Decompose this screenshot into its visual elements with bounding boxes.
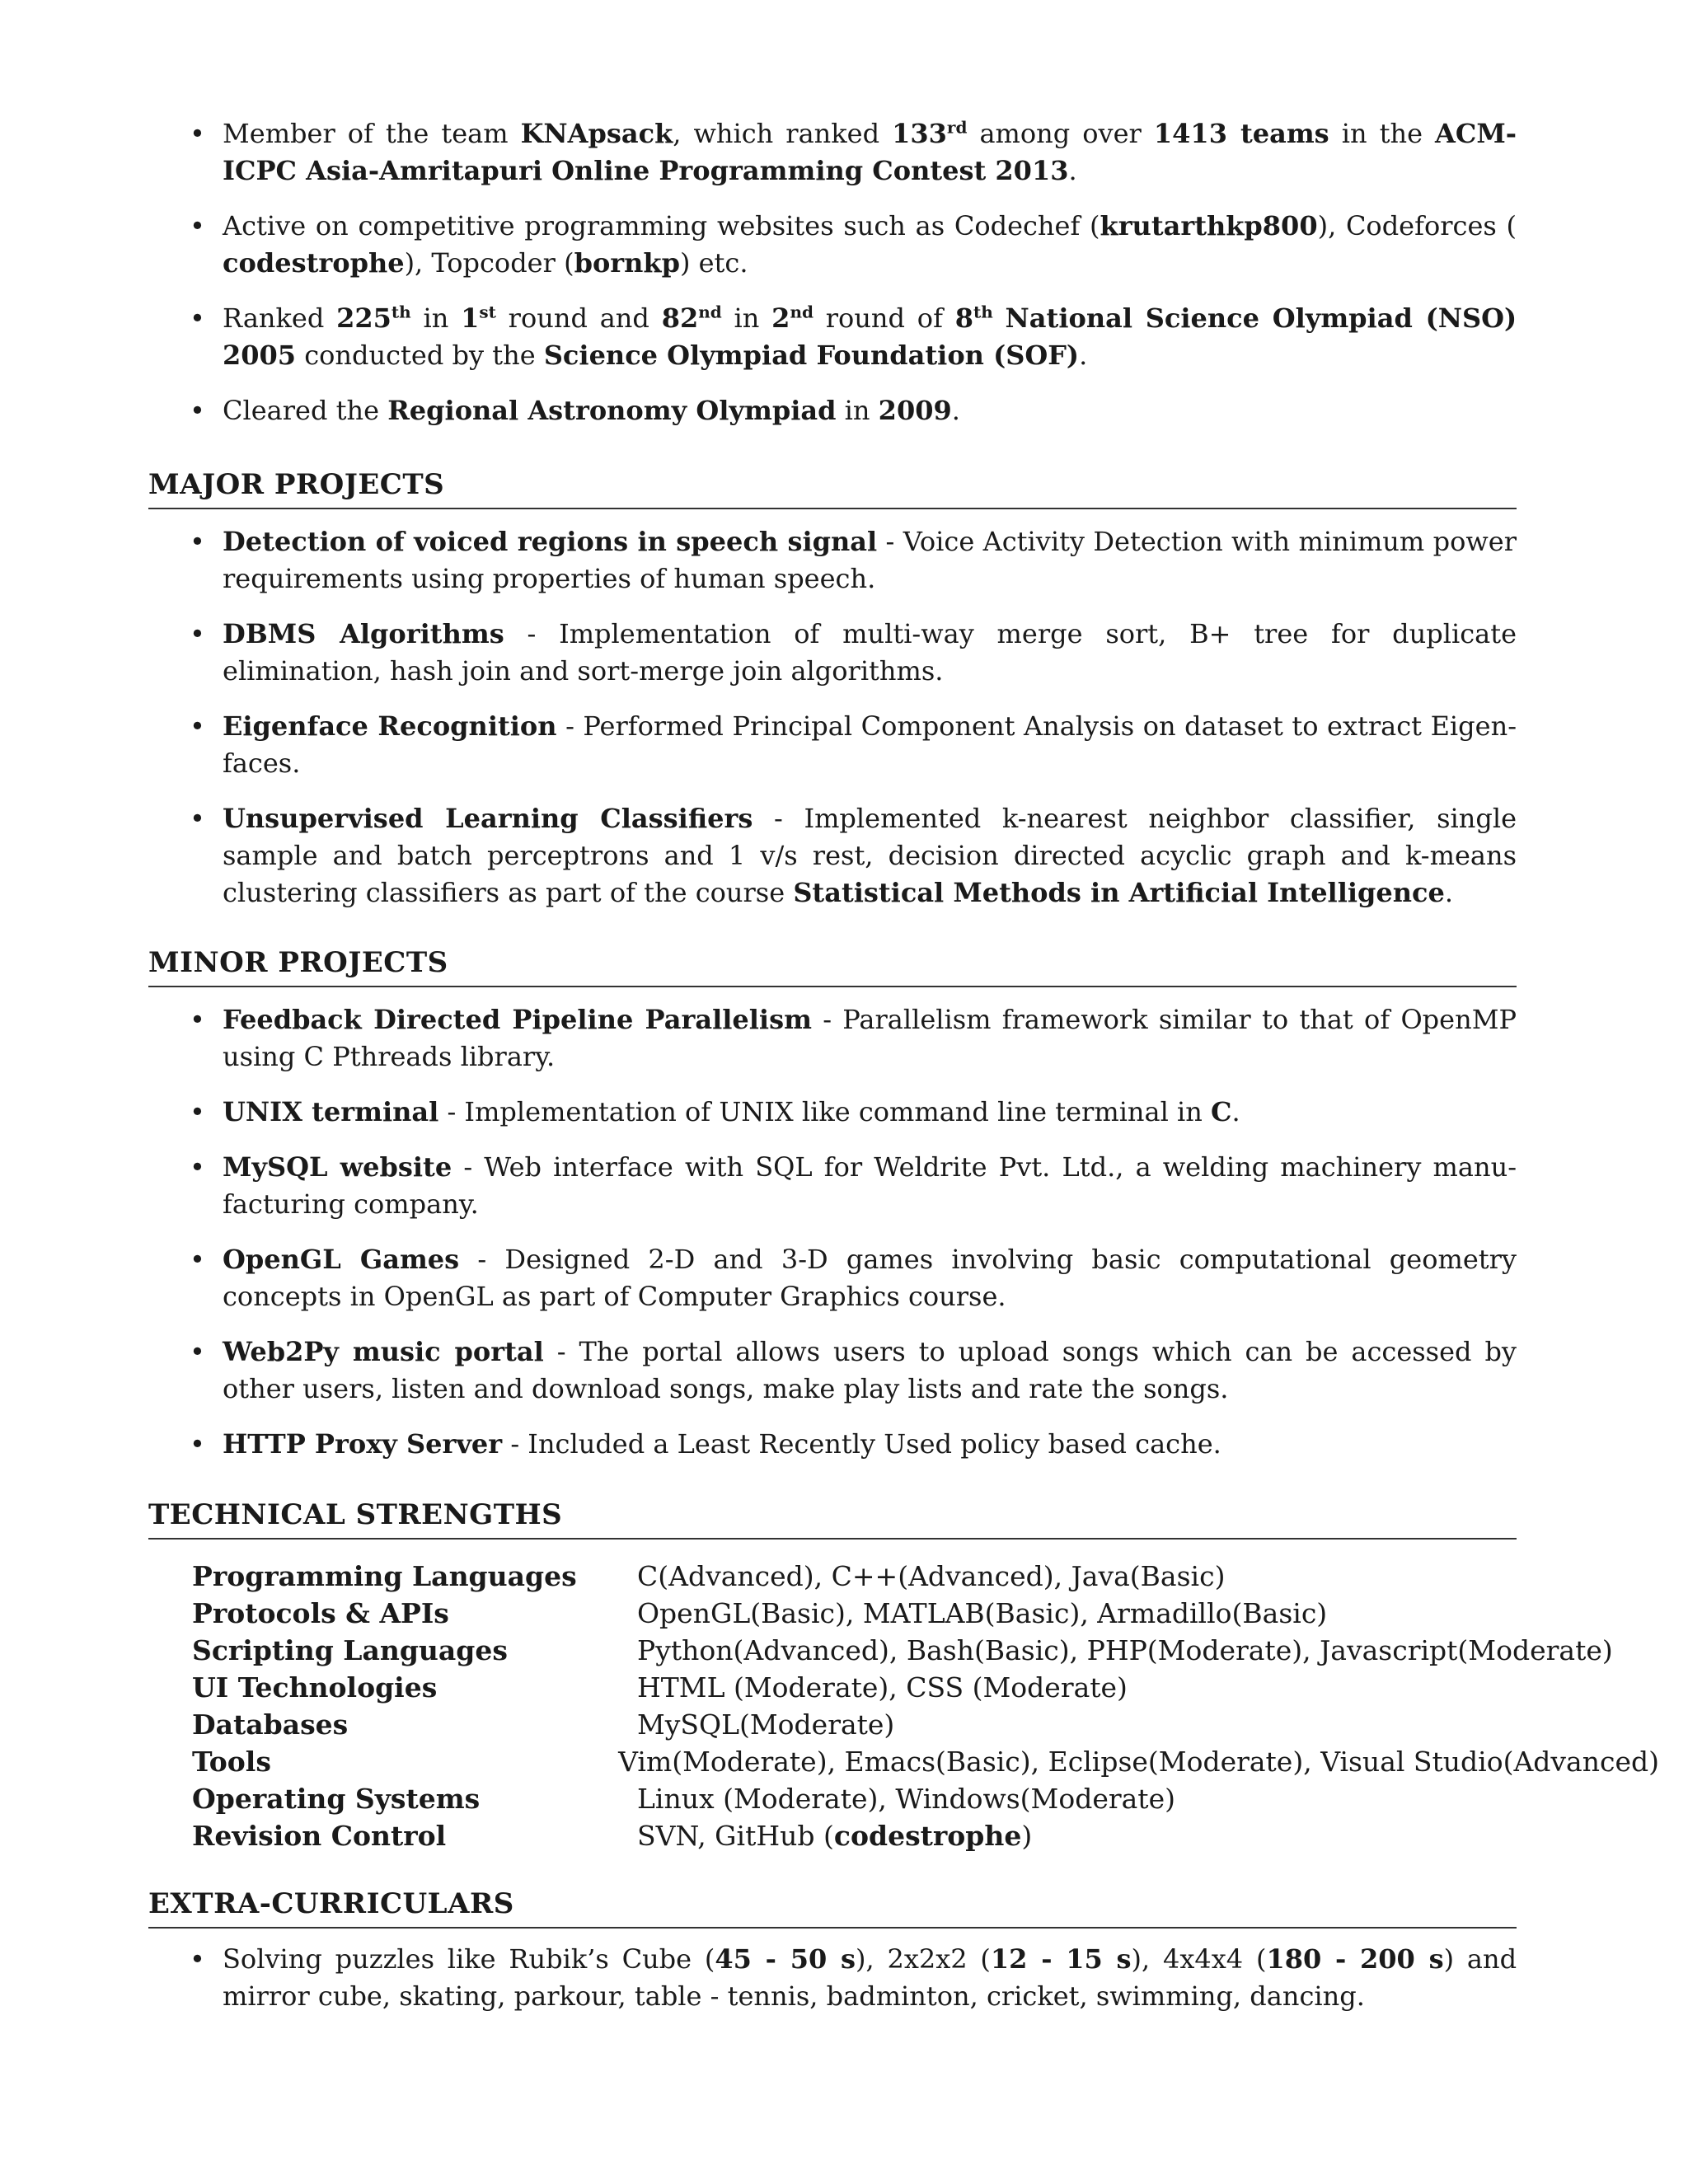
table-row: Revision Control SVN, GitHub (codestrophe)	[192, 1820, 1033, 1852]
table-row: Databases MySQL(Moderate)	[192, 1708, 895, 1741]
table-row: Protocols & APIs OpenGL(Basic), MATLAB(Basic), Armadillo(Basic)	[192, 1597, 1328, 1629]
list-item: • Detection of voiced regions in speech signal - Voice Activity Detection with minimum power requirements using properties of human speech.	[223, 523, 1517, 598]
technical-strengths-table	[192, 1558, 1659, 1854]
achievement-nso: • Ranked 225th in 1st round and 82nd in 2nd round of 8th National Science Olympiad (NSO) 2005 conducted by the Science Olympiad Foundation (SOF).	[223, 300, 1517, 374]
major-projects-heading: MAJOR PROJECTS	[148, 468, 1517, 509]
extra-curriculars-list	[223, 1941, 1517, 2033]
major-projects-list	[223, 523, 1517, 930]
list-item: • Feedback Directed Pipeline Parallelism - Parallelism framework similar to that of OpenMP using C Pthreads library.	[223, 1001, 1517, 1076]
list-item: • Web2Py music portal - The portal allows users to upload songs which can be accessed by other users, listen and download songs, make play lists and rate the songs.	[223, 1333, 1517, 1408]
technical-strengths-heading: TECHNICAL STRENGTHS	[148, 1498, 1517, 1540]
achievement-acm-icpc: • Member of the team KNApsack, which ranked 133rd among over 1413 teams in the ACM-ICPC Asia-Amritapuri Online Programming Contest 2013.	[223, 115, 1517, 190]
list-item: • HTTP Proxy Server - Included a Least Recently Used policy based cache.	[223, 1426, 1517, 1463]
minor-projects-heading: MINOR PROJECTS	[148, 946, 1517, 987]
list-item: • Solving puzzles like Rubik’s Cube (45 - 50 s), 2x2x2 (12 - 15 s), 4x4x4 (180 - 200 s) and mirror cube, skating, parkour, table - tennis, badminton, cricket, swimming, dancing.	[223, 1941, 1517, 2015]
achievements-list	[223, 115, 1517, 448]
list-item: • OpenGL Games - Designed 2-D and 3-D games involving basic computational geometry concepts in OpenGL as part of Computer Graphics course.	[223, 1241, 1517, 1315]
table-row: Programming Languages C(Advanced), C++(Advanced), Java(Basic)	[192, 1560, 1226, 1592]
table-row: UI Technologies HTML (Moderate), CSS (Moderate)	[192, 1671, 1128, 1704]
list-item: • UNIX terminal - Implementation of UNIX like command line terminal in C.	[223, 1094, 1517, 1131]
achievement-astronomy: • Cleared the Regional Astronomy Olympiad in 2009.	[223, 392, 1517, 429]
list-item: • DBMS Algorithms - Implementation of multi-way merge sort, B+ tree for duplicate elimination, hash join and sort-merge join algorithms.	[223, 616, 1517, 690]
list-item: • Unsupervised Learning Classifiers - Implemented k-nearest neighbor classifier, single sample and batch perceptrons and 1 v/s rest, decision directed acyclic graph and k-means clustering classifiers as part of the course Statistical Methods in Artificial Intelligence.	[223, 800, 1517, 912]
extra-curriculars-heading: EXTRA-CURRICULARS	[148, 1887, 1517, 1929]
minor-projects-list	[223, 1001, 1517, 1481]
achievement-competitive-programming: • Active on competitive programming websites such as Codechef (krutarthkp800), Codeforces ( codestrophe), Topcoder (bornkp) etc.	[223, 208, 1517, 282]
table-row: Scripting Languages Python(Advanced), Bash(Basic), PHP(Moderate), Javascript(Moderate)	[192, 1634, 1613, 1666]
list-item: • MySQL website - Web interface with SQL for Weldrite Pvt. Ltd., a welding machinery manu-facturing company.	[223, 1149, 1517, 1223]
table-row: Tools Vim(Moderate), Emacs(Basic), Eclipse(Moderate), Visual Studio(Advanced)	[192, 1746, 1659, 1778]
table-row: Operating Systems Linux (Moderate), Windows(Moderate)	[192, 1783, 1175, 1815]
list-item: • Eigenface Recognition - Performed Principal Component Analysis on dataset to extract Eigen-faces.	[223, 708, 1517, 782]
